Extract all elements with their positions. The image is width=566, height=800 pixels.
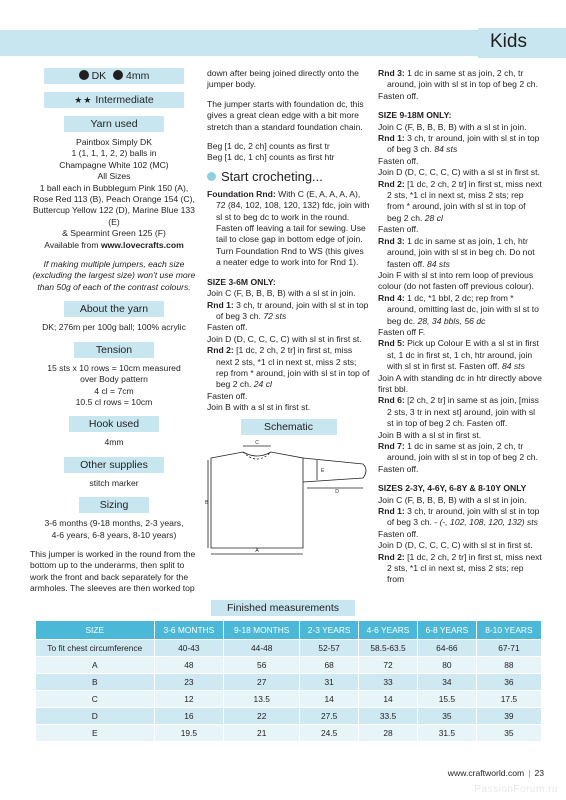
round-text: 1 dc in same st as join, 2 ch, tr around, join with sl st in top of beg 2 ch.	[387, 68, 538, 90]
stitch-count: 84 sts	[426, 258, 450, 269]
page-number: 23	[534, 768, 544, 778]
table-cell: 13.5	[224, 690, 300, 707]
table-row	[36, 724, 542, 741]
instruction-line: Join D (D, C, C, C, C) with sl st in first st.	[378, 540, 533, 551]
lovecrafts-link[interactable]: www.lovecrafts.com	[100, 239, 184, 250]
table-cell: 72	[359, 656, 418, 673]
table-row	[36, 639, 542, 656]
table-cell: 64-66	[417, 639, 476, 656]
instruction-line: Join F with sl st into rem loop of previous colour (do not fasten off previous colour).	[378, 269, 535, 292]
table-cell: 56	[224, 656, 300, 673]
star-icon: ★★	[74, 95, 93, 105]
instruction-line: Fasten off.	[378, 463, 419, 474]
table-cell: A	[36, 656, 154, 673]
instruction-line: Fasten off.	[378, 155, 419, 166]
yarn-line: Rose Red 113 (B), Peach Orange 154 (C),	[33, 194, 195, 205]
yarn-line: Champagne White 102 (MC)	[59, 159, 169, 170]
table-row	[36, 690, 542, 707]
table-cell: 35	[476, 724, 541, 741]
bullet-icon	[207, 172, 216, 181]
round-label: Rnd 1:	[378, 506, 405, 517]
round-text: [2 ch, 2 tr] in same st as join, [miss 2 sts, 3 tr in next st] around, join with sl st in top of beg 2 ch. Fasten off.	[387, 395, 539, 429]
jumper-schematic	[207, 438, 370, 556]
stitch-count: 72 sts	[263, 310, 287, 321]
round-text: 1 dc in same st as join, 2 ch, tr around, join with sl st in top of beg 2 ch.	[387, 441, 538, 463]
instruction-line: Join C (F, B, B, B, B) with a sl st in join.	[378, 121, 527, 132]
table-row	[36, 707, 542, 724]
round-2	[378, 552, 542, 586]
neckline-dashed	[243, 452, 271, 459]
table-row	[36, 656, 542, 673]
instruction-line: Join C (F, B, B, B, B) with a sl st in join.	[207, 288, 356, 299]
round-text: 3 ch, tr around, join with sl st in top of beg 3 ch.	[387, 133, 540, 155]
table-cell: D	[36, 707, 154, 724]
section-title: Kids	[490, 31, 527, 52]
intro-paragraph: This jumper is worked in the round from the bottom up to the underarms, then split to work the front and back separately for the armholes. The sleeves are then worked top	[30, 548, 196, 594]
tension-heading: Tension	[74, 342, 154, 358]
column-2	[207, 68, 370, 556]
tension-line: 15 sts x 10 rows = 10cm measured	[47, 362, 181, 373]
jumper-body-outline	[211, 452, 303, 548]
size-heading: SIZE 3-6M ONLY:	[207, 276, 276, 287]
yarn-line: Buttercup Yellow 122 (D), Marine Blue 133 (E)	[33, 205, 195, 227]
footer-site-link[interactable]: www.craftworld.com	[447, 768, 525, 778]
table-cell: 67-71	[476, 639, 541, 656]
round-text: Pick up Colour E with a sl st in first st, 1 dc in first st, 1 ch, htr around, join with sl st in first st. Fasten off.	[387, 338, 539, 372]
instruction-line: Fasten off.	[378, 224, 419, 235]
instruction-line: Join D (D, C, C, C, C) with sl st in first st.	[207, 333, 362, 344]
round-label: Rnd 3:	[378, 235, 405, 246]
table-cell: 88	[476, 656, 541, 673]
table-cell: 14	[300, 690, 359, 707]
column-3	[378, 68, 542, 586]
available-prefix: Available from	[44, 239, 101, 250]
beg-dc-tr-note: Beg [1 dc, 2 ch] counts as first tr	[207, 141, 330, 152]
schematic-letter-c: C	[255, 439, 259, 446]
table-cell: 35	[417, 707, 476, 724]
instruction-line: Fasten off.	[207, 322, 248, 333]
footer-separator: |	[528, 768, 531, 778]
round-1	[378, 506, 542, 529]
table-cell: 33	[359, 673, 418, 690]
instruction-line: Join C (F, B, B, B, B) with a sl st in join.	[378, 494, 527, 505]
instruction-line: Join B with a sl st in first st.	[207, 402, 311, 413]
stitch-count: (-, 102, 108, 120, 132) sts	[439, 517, 538, 528]
yarn-line: All Sizes	[97, 171, 131, 182]
page-footer	[448, 768, 544, 778]
table-cell: 23	[154, 673, 224, 690]
table-cell: 27	[224, 673, 300, 690]
hook-icon	[113, 70, 123, 80]
table-header-cell: 8-10 YEARS	[476, 621, 541, 639]
other-supplies-text: stitch marker	[89, 477, 139, 488]
yarn-used-heading: Yarn used	[64, 116, 164, 132]
yarn-ball-icon	[79, 70, 89, 80]
round-label: Rnd 7:	[378, 441, 405, 451]
yarn-line: 1 ball each in Bubblegum Pink 150 (A),	[39, 182, 189, 193]
round-label: Rnd 2:	[378, 551, 405, 562]
round-text: [1 dc, 2 ch, 2 tr] in first st, miss next 2 sts, *1 cl in next st, miss 2 sts; rep from * around, join with sl st in top of beg 2 ch.	[387, 178, 542, 223]
table-cell: E	[36, 724, 154, 741]
table-cell: 68	[300, 656, 359, 673]
schematic-heading: Schematic	[241, 419, 337, 435]
table-cell: 16	[154, 707, 224, 724]
stitch-count: 28 cl	[424, 212, 443, 223]
schematic-letter-e: E	[321, 467, 325, 474]
sizing-line: 3-6 months (9-18 months, 2-3 years,	[44, 518, 184, 529]
instruction-line: Join B with a sl st in first st.	[378, 429, 482, 440]
instruction-line: Join A with standing dc in htr directly above first bbl.	[378, 372, 542, 394]
round-1	[207, 300, 370, 323]
hook-used-heading: Hook used	[69, 416, 159, 432]
round-text: 3 ch, tr around, join with sl st in top of beg 3 ch. -	[387, 506, 540, 528]
instruction-line: Join D (D, C, C, C, C) with a sl st in first st.	[378, 167, 540, 178]
round-label: Foundation Rnd:	[207, 188, 276, 199]
hook-size: 4mm	[126, 70, 150, 82]
tension-line: 4 cl = 7cm	[94, 385, 134, 396]
instruction-line: Fasten off.	[378, 90, 419, 101]
start-crocheting-heading	[207, 168, 370, 186]
level-label: Intermediate	[95, 94, 154, 106]
sizing-line: 4-6 years, 6-8 years, 8-10 years)	[51, 529, 177, 540]
table-cell: 36	[476, 673, 541, 690]
beg-dc-htr-note: Beg [1 dc, 1 ch] counts as first htr	[207, 152, 335, 163]
round-1	[378, 133, 542, 156]
sleeve-outline	[303, 458, 366, 482]
table-cell: 80	[417, 656, 476, 673]
round-3	[378, 68, 542, 91]
table-header-cell: SIZE	[36, 621, 154, 639]
table-cell: To fit chest circumference	[36, 639, 154, 656]
sizing-details	[30, 518, 198, 541]
round-4	[378, 293, 542, 327]
stitch-count: 84 sts	[434, 144, 458, 155]
round-text: With C (E, A, A, A, A), 72 (84, 102, 108, 120, 132) fdc, join with sl st to beg dc to work in the round. Fasten off leaving a tail for sewing. Use tail to close gap in bottom edge of join. Turn Foundation Rnd to WS (this gives a neater edge to work into for Rnd 1).	[216, 188, 370, 268]
intro-foundation-note: The jumper starts with foundation dc, this gives a great clean edge with a bit more stretch than a standard foundation chain.	[207, 98, 364, 132]
schematic-letter-b: B	[205, 499, 209, 506]
schematic-letter-d: D	[335, 488, 339, 495]
table-cell: 12	[154, 690, 224, 707]
available-from	[30, 240, 198, 251]
weight-hook-badge	[44, 68, 184, 84]
round-text: 1 dc in same st as join, 1 ch, htr around, join with sl st in beg ch. Do not fasten off.	[387, 235, 535, 269]
hook-used-text: 4mm	[104, 437, 124, 448]
stitch-count: 28, 34 bbls, 56 dc	[417, 315, 486, 326]
tension-line: 10.5 cl rows = 10cm	[75, 396, 153, 407]
stitch-count: 24 cl	[253, 379, 272, 390]
round-2	[378, 179, 542, 225]
table-cell: 39	[476, 707, 541, 724]
finished-measurements-heading: Finished measurements	[211, 600, 355, 616]
table-header-row	[36, 621, 542, 639]
size-heading: SIZE 9-18M ONLY:	[378, 110, 452, 121]
table-cell: C	[36, 690, 154, 707]
level-badge	[44, 92, 184, 108]
round-label: Rnd 2:	[378, 178, 405, 189]
round-text: [1 dc, 2 ch, 2 tr] in first st, miss next 2 sts, *1 cl in next st, miss 2 sts; rep from * around, join with sl st in top of beg 2 ch.	[216, 345, 370, 390]
tension-line: over Body pattern	[80, 374, 148, 385]
table-cell: 44-48	[224, 639, 300, 656]
about-yarn-heading: About the yarn	[64, 301, 164, 317]
table-cell: 28	[359, 724, 418, 741]
round-2	[207, 345, 370, 391]
yarn-line: 1 (1, 1, 1, 2, 2) balls in	[71, 148, 157, 159]
table-cell: 27.5	[300, 707, 359, 724]
sizing-heading: Sizing	[79, 497, 149, 513]
yarn-details	[30, 137, 198, 251]
table-cell: 52-57	[300, 639, 359, 656]
table-cell: 21	[224, 724, 300, 741]
table-cell: 58.5-63.5	[359, 639, 418, 656]
tension-details	[30, 363, 198, 409]
table-cell: 48	[154, 656, 224, 673]
table-cell: 17.5	[476, 690, 541, 707]
table-header-cell: 9-18 MONTHS	[224, 621, 300, 639]
other-supplies-heading: Other supplies	[64, 457, 164, 473]
table-header-cell: 4-6 YEARS	[359, 621, 418, 639]
table-cell: 31	[300, 673, 359, 690]
table-cell: 24.5	[300, 724, 359, 741]
round-text: 1 dc, *1 bbl, 2 dc; rep from * around, omitting last dc, join with sl st to beg dc.	[387, 292, 539, 326]
table-cell: 22	[224, 707, 300, 724]
round-7	[378, 441, 542, 464]
instruction-line: Fasten off F.	[378, 326, 426, 337]
yarn-line: Paintbox Simply DK	[76, 137, 152, 147]
instruction-line: Fasten off.	[207, 390, 248, 401]
column-1	[30, 68, 198, 595]
schematic-letter-a: A	[255, 547, 259, 554]
table-cell: 15.5	[417, 690, 476, 707]
watermark: PassionForum.ru	[474, 784, 558, 795]
table-cell: 19.5	[154, 724, 224, 741]
table-header-cell: 6-8 YEARS	[417, 621, 476, 639]
table-cell: 34	[417, 673, 476, 690]
round-6	[378, 395, 542, 429]
continued-text: down after being joined directly onto the jumper body.	[207, 68, 359, 90]
stitch-count: 84 sts	[501, 361, 525, 372]
round-label: Rnd 3:	[378, 68, 405, 78]
table-cell: 14	[359, 690, 418, 707]
table-row	[36, 673, 542, 690]
table-header-cell: 2-3 YEARS	[300, 621, 359, 639]
round-label: Rnd 1:	[207, 299, 234, 310]
table-cell: 40-43	[154, 639, 224, 656]
yarn-weight: DK	[91, 70, 107, 82]
measurements-table	[36, 621, 542, 741]
round-label: Rnd 2:	[207, 345, 234, 356]
table-cell: 33.5	[359, 707, 418, 724]
round-label: Rnd 4:	[378, 292, 405, 303]
foundation-round	[207, 189, 370, 269]
yarn-line: & Spearmint Green 125 (F)	[62, 228, 166, 239]
about-yarn-text: DK; 276m per 100g ball; 100% acrylic	[42, 322, 186, 333]
round-text: 3 ch, tr around, join with sl st in top of beg 3 ch.	[216, 299, 369, 321]
section-tag	[478, 28, 566, 58]
round-text: [1 dc, 2 ch, 2 tr] in first st, miss next 2 sts, *1 cl in next st, miss 2 sts; rep from	[387, 551, 542, 585]
multiple-jumpers-note: If making multiple jumpers, each size (excluding the largest size) won't use more than 50g of each of the contrast colours.	[32, 259, 196, 292]
start-heading-text: Start crocheting...	[221, 168, 323, 184]
table-cell: B	[36, 673, 154, 690]
round-label: Rnd 1:	[378, 133, 405, 144]
round-5	[378, 338, 542, 372]
size-heading: SIZES 2-3Y, 4-6Y, 6-8Y & 8-10Y ONLY	[378, 483, 527, 494]
round-3	[378, 236, 542, 270]
round-label: Rnd 6:	[378, 395, 405, 406]
round-label: Rnd 5:	[378, 338, 405, 349]
table-cell: 31.5	[417, 724, 476, 741]
instruction-line: Fasten off.	[378, 528, 419, 539]
table-header-cell: 3-6 MONTHS	[154, 621, 224, 639]
